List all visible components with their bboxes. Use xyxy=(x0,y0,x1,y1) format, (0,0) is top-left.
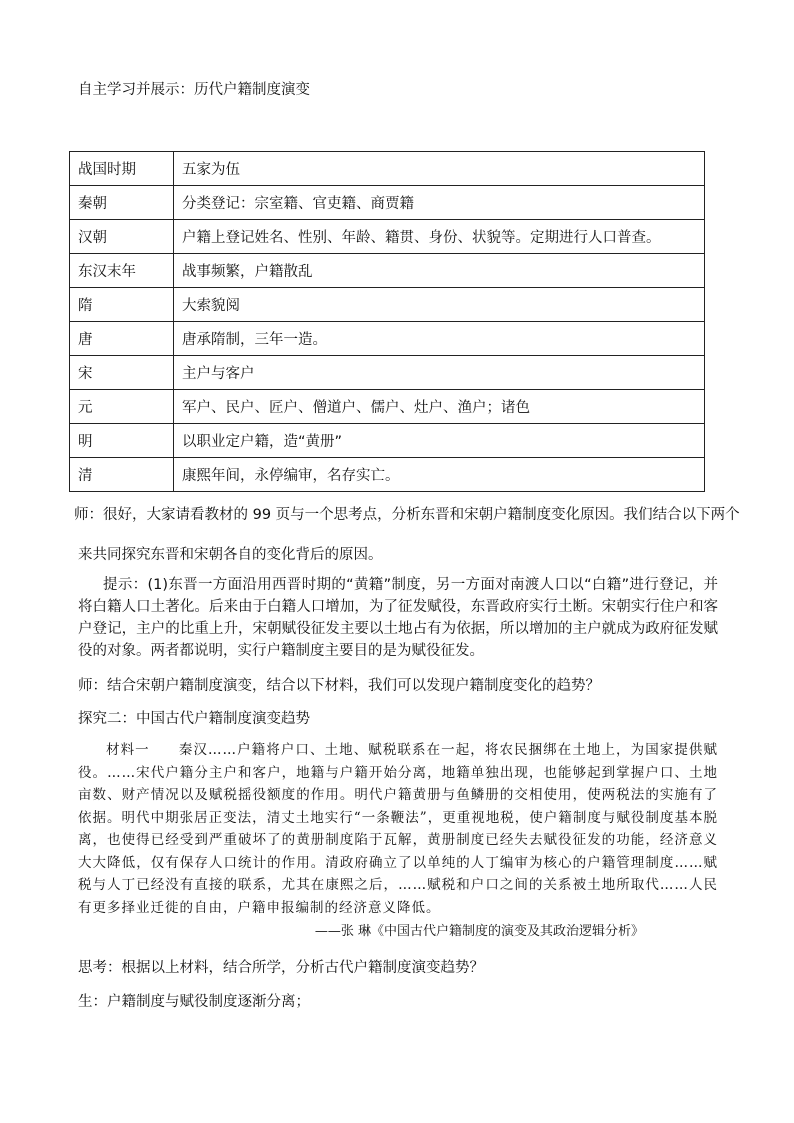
material-one-block xyxy=(78,739,718,919)
system-cell: 唐承隋制，三年一造。 xyxy=(174,322,705,356)
explore-two-heading: 探究二：中国古代户籍制度演变趋势 xyxy=(78,711,310,727)
table-row xyxy=(70,186,705,220)
teacher-remark-line-1: 师：很好，大家请看教材的 99 页与一个思考点，分析东晋和宋朝户籍制度变化原因。我们结合以下两个 xyxy=(74,507,740,523)
material-source: ——张 琳《中国古代户籍制度的演变及其政治逻辑分析》 xyxy=(314,924,644,939)
system-cell: 康熙年间，永停编审，名存实亡。 xyxy=(174,458,705,492)
era-cell: 汉朝 xyxy=(70,220,174,254)
era-cell: 战国时期 xyxy=(70,152,174,186)
hint-text: 提示：(1)东晋一方面沿用西晋时期的“黄籍”制度，另一方面对南渡人口以“白籍”进行登记，并将白籍人口土著化。后来由于白籍人口增加，为了征发赋役，东晋政府实行土断。宋朝实行住户和客户登记，主户的比重上升，宋朝赋役征发主要以土地占有为依据，所以增加的主户就成为政府征发赋役的对象。两者都说明，实行户籍制度主要目的是为赋役征发。 xyxy=(78,577,718,659)
system-cell: 大索貌阅 xyxy=(174,288,705,322)
table-row xyxy=(70,356,705,390)
table-body xyxy=(70,152,705,492)
teacher-question: 师：结合宋朝户籍制度演变，结合以下材料，我们可以发现户籍制度变化的趋势？ xyxy=(78,678,600,694)
table-row xyxy=(70,288,705,322)
system-cell: 以职业定户籍，造“黄册” xyxy=(174,424,705,458)
system-cell: 战事频繁，户籍散乱 xyxy=(174,254,705,288)
system-cell: 五家为伍 xyxy=(174,152,705,186)
table-row xyxy=(70,390,705,424)
system-cell: 分类登记：宗室籍、官吏籍、商贾籍 xyxy=(174,186,705,220)
table-row xyxy=(70,152,705,186)
student-answer: 生：户籍制度与赋役制度逐渐分离； xyxy=(78,994,310,1010)
hint-paragraph xyxy=(78,574,718,662)
table-row xyxy=(70,220,705,254)
teacher-remark-line-2: 来共同探究东晋和宋朝各自的变化背后的原因。 xyxy=(78,547,383,563)
era-cell: 清 xyxy=(70,458,174,492)
era-cell: 隋 xyxy=(70,288,174,322)
dynasty-household-table xyxy=(69,151,705,492)
material-one-text: 材料一 秦汉……户籍将户口、土地、赋税联系在一起，将农民捆绑在土地上，为国家提供赋役。……宋代户籍分主户和客户，地籍与户籍开始分离，地籍单独出现，也能够起到掌握户口、土地亩数、财产情况以及赋税摇役额度的作用。明代户籍黄册与鱼鳞册的交相使用，使两税法的实施有了依据。明代中期张居正变法，清丈土地实行“一条鞭法”，更重视地税，使户籍制度与赋役制度基本脱离，也使得已经受到严重破坏了的黄册制度陷于瓦解，黄册制度已经失去赋役征发的功能，经济意义大大降低，仅有保存人口统计的作用。清政府确立了以单纯的人丁编审为核心的户籍管理制度……赋税与人丁已经没有直接的联系，尤其在康熙之后，……赋税和户口之间的关系被土地所取代……人民有更多择业迁徙的自由，户籍申报编制的经济意义降低。 xyxy=(78,742,718,916)
table-row xyxy=(70,254,705,288)
era-cell: 明 xyxy=(70,424,174,458)
think-question: 思考：根据以上材料，结合所学，分析古代户籍制度演变趋势？ xyxy=(78,960,484,976)
system-cell: 军户、民户、匠户、僧道户、儒户、灶户、渔户；诸色 xyxy=(174,390,705,424)
era-cell: 秦朝 xyxy=(70,186,174,220)
era-cell: 东汉末年 xyxy=(70,254,174,288)
table-row xyxy=(70,458,705,492)
era-cell: 元 xyxy=(70,390,174,424)
table-row xyxy=(70,424,705,458)
section-heading: 自主学习并展示：历代户籍制度演变 xyxy=(78,82,310,98)
era-cell: 唐 xyxy=(70,322,174,356)
era-cell: 宋 xyxy=(70,356,174,390)
system-cell: 户籍上登记姓名、性别、年龄、籍贯、身份、状貌等。定期进行人口普查。 xyxy=(174,220,705,254)
table-row xyxy=(70,322,705,356)
system-cell: 主户与客户 xyxy=(174,356,705,390)
